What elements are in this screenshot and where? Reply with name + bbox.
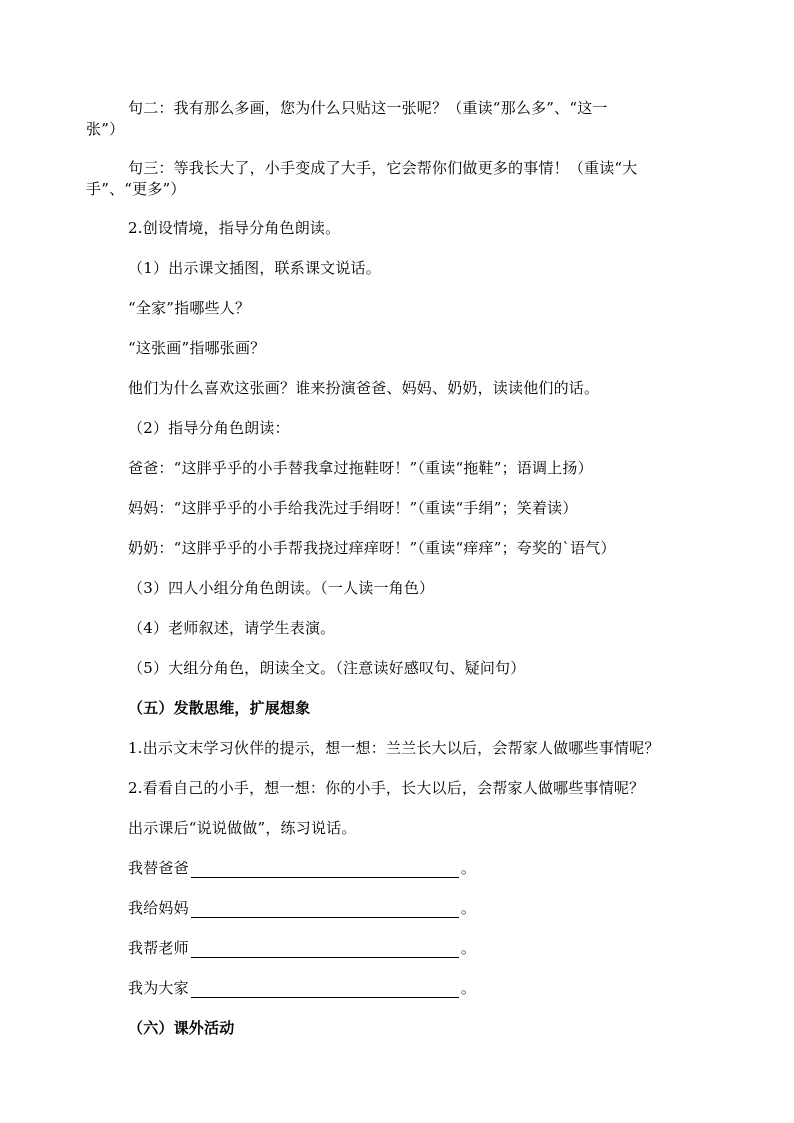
sentence-three-cont: 手”、“更多”） [86, 180, 186, 198]
role-grandma: 奶奶：“这胖乎乎的小手帮我挠过痒痒呀！”（重读“痒痒”；夸奖的`语气） [128, 539, 616, 557]
role-dad: 爸爸：“这胖乎乎的小手替我拿过拖鞋呀！”（重读“拖鞋”；语调上扬） [128, 459, 593, 477]
question-why: 他们为什么喜欢这张画？谁来扮演爸爸、妈妈、奶奶，读读他们的话。 [128, 379, 600, 397]
fill-in-everyone [128, 978, 476, 998]
step-2-heading: 2.创设情境，指导分角色朗读。 [128, 219, 341, 237]
sentence-two-cont: 张”） [86, 120, 125, 138]
fill-in-label: 我帮老师 [128, 939, 189, 957]
fill-in-label: 我给妈妈 [128, 899, 189, 917]
fill-in-label: 我为大家 [128, 979, 189, 997]
prompt-two: 2.看看自己的小手，想一想：你的小手，长大以后，会帮家人做哪些事情呢？ [128, 779, 645, 797]
sentence-three: 句三：等我长大了，小手变成了大手，它会帮你们做更多的事情！（重读“大 [128, 159, 638, 177]
fill-in-end: 。 [460, 939, 477, 957]
role-mom: 妈妈：“这胖乎乎的小手给我洗过手绢呀！”（重读“手绢”；笑着读） [128, 499, 578, 517]
fill-in-blank [191, 941, 459, 958]
fill-in-dad [128, 858, 476, 878]
sub-step-4: （4）老师叙述，请学生表演。 [128, 619, 336, 637]
sub-step-3: （3）四人小组分角色朗读。（一人读一角色） [128, 579, 435, 597]
sub-step-1: （1）出示课文插图，联系课文说话。 [128, 259, 381, 277]
fill-in-blank [191, 861, 459, 878]
fill-in-end: 。 [460, 979, 477, 997]
section-six-heading: （六）课外活动 [128, 1019, 235, 1037]
fill-in-label: 我替爸爸 [128, 859, 189, 877]
prompt-three: 出示课后“说说做做”，练习说话。 [128, 819, 357, 837]
fill-in-end: 。 [460, 899, 477, 917]
fill-in-end: 。 [460, 859, 477, 877]
question-picture: “这张画”指哪张画？ [128, 339, 266, 357]
section-five-heading: （五）发散思维，扩展想象 [128, 699, 311, 717]
sub-step-2: （2）指导分角色朗读： [128, 419, 290, 437]
fill-in-blank [191, 981, 459, 998]
question-family: “全家”指哪些人？ [128, 299, 251, 317]
sentence-two: 句二：我有那么多画，您为什么只贴这一张呢？（重读“那么多”、“这一 [128, 99, 608, 117]
prompt-one: 1.出示文末学习伙伴的提示，想一想：兰兰长大以后，会帮家人做哪些事情呢？ [128, 739, 660, 757]
fill-in-mom [128, 898, 476, 918]
sub-step-5: （5）大组分角色，朗读全文。（注意读好感叹句、疑问句） [128, 659, 526, 677]
fill-in-blank [191, 901, 459, 918]
fill-in-teacher [128, 938, 476, 958]
